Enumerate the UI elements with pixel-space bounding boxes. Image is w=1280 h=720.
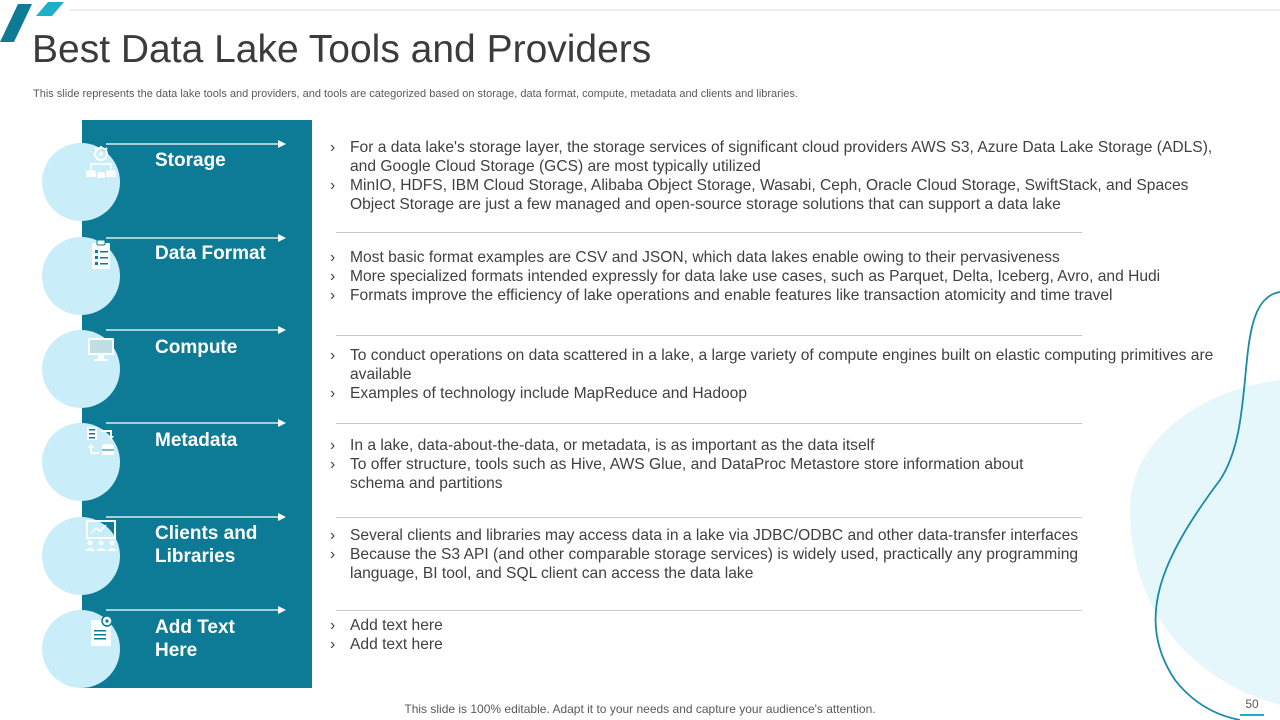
footer-note: This slide is 100% editable. Adapt it to your needs and capture your audience's attention. [404, 702, 876, 716]
bullet-item: › To offer structure, tools such as Hive, AWS Glue, and DataProc Metastore store information about schema and partitions [330, 456, 1024, 492]
bullet-item: › Because the S3 API (and other comparable storage services) is widely used, practically any programming language, BI tool, and SQL client can access the data lake [330, 546, 1079, 582]
bullet-item: › Most basic format examples are CSV and JSON, which data lakes enable owing to their pervasiveness [330, 249, 1060, 266]
category-label-clients-libraries: Clients and Libraries [155, 523, 258, 567]
chevron-right-icon: › [330, 347, 336, 364]
bullet-item: › In a lake, data-about-the-data, or metadata, is as important as the data itself [330, 437, 875, 454]
arrow-icon [106, 326, 286, 334]
category-panel [82, 120, 312, 688]
bullet-item: › Several clients and libraries may access data in a lake via JDBC/ODBC and other data-transfer interfaces [330, 527, 1079, 544]
bullet-item: › For a data lake's storage layer, the storage services of significant cloud providers AWS S3, Azure Data Lake Storage (ADLS), and Google Cloud Storage (GCS) are most typically utilized [330, 139, 1213, 175]
category-label-metadata: Metadata [155, 430, 238, 451]
chevron-right-icon: › [330, 139, 336, 156]
category-label-data-format: Data Format [155, 243, 266, 264]
monitor-icon [82, 330, 120, 368]
chevron-right-icon: › [330, 636, 336, 653]
category-label-compute: Compute [155, 337, 238, 358]
bullet-item: › To conduct operations on data scattered in a lake, a large variety of compute engines built on elastic computing primitives are available [330, 347, 1214, 383]
presentation-audience-icon [82, 517, 120, 555]
checklist-icon [82, 237, 120, 275]
bullet-item: › Add text here [330, 636, 443, 653]
section-add-text [330, 616, 1230, 654]
bullet-item: › Add text here [330, 617, 443, 634]
bullet-item: › MinIO, HDFS, IBM Cloud Storage, Alibaba Object Storage, Wasabi, Ceph, Oracle Cloud Storage, SwiftStack, and Spaces Object Storage are just a few managed and open-source storage solutions that can support a data lake [330, 177, 1189, 213]
category-label-add-text: Add Text Here [155, 617, 235, 661]
chevron-right-icon: › [330, 437, 336, 454]
arrow-icon [106, 140, 286, 148]
page-number: 50 [1245, 697, 1259, 711]
chevron-right-icon: › [330, 456, 336, 473]
storage-settings-icon [82, 143, 120, 181]
chevron-right-icon: › [330, 546, 336, 563]
chevron-right-icon: › [330, 249, 336, 266]
chevron-right-icon: › [330, 385, 336, 402]
section-divider [336, 232, 1082, 233]
category-label-storage: Storage [155, 150, 226, 171]
bullet-item: › More specialized formats intended expressly for data lake use cases, such as Parquet, Delta, Iceberg, Avro, and Hudi [330, 268, 1161, 285]
section-divider [336, 423, 1082, 424]
section-storage [330, 138, 1230, 214]
section-clients-libraries [330, 526, 1230, 583]
arrow-icon [106, 606, 286, 614]
section-divider [336, 335, 1082, 336]
section-compute [330, 346, 1230, 403]
chevron-right-icon: › [330, 287, 336, 304]
chevron-right-icon: › [330, 527, 336, 544]
page-number-underline [1240, 714, 1264, 716]
page-subtitle: This slide represents the data lake tools and providers, and tools are categorized based on storage, data format, compute, metadata and clients and libraries. [33, 88, 798, 100]
section-data-format [330, 248, 1230, 305]
bullet-item: › Formats improve the efficiency of lake operations and enable features like transaction atomicity and time travel [330, 287, 1113, 304]
document-gear-icon [82, 612, 120, 650]
bullet-item: › Examples of technology include MapReduce and Hadoop [330, 385, 748, 402]
arrow-icon [106, 234, 286, 242]
data-transfer-icon [82, 423, 120, 461]
arrow-icon [106, 513, 286, 521]
section-metadata [330, 436, 1230, 493]
section-divider [336, 517, 1082, 518]
chevron-right-icon: › [330, 177, 336, 194]
chevron-right-icon: › [330, 617, 336, 634]
section-divider [336, 610, 1082, 611]
page-title: Best Data Lake Tools and Providers [32, 28, 652, 71]
arrow-icon [106, 419, 286, 427]
chevron-right-icon: › [330, 268, 336, 285]
